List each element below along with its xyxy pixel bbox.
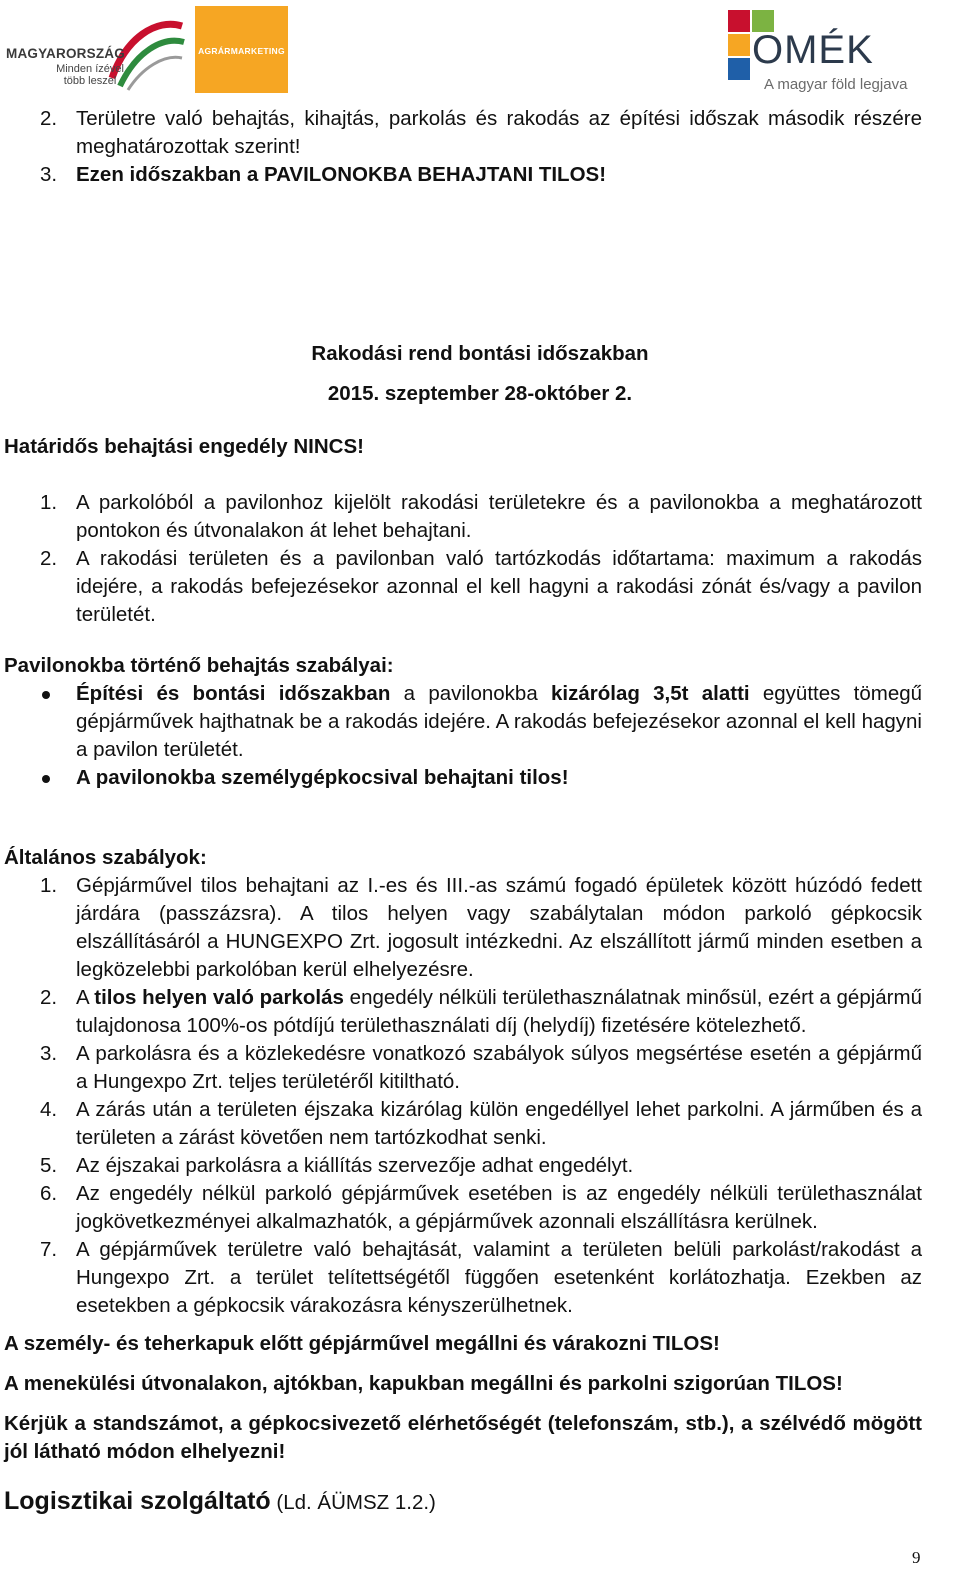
section-title: Rakodási rend bontási időszakban bbox=[311, 342, 649, 365]
bullet-item: A pavilonokba személygépkocsival behajtani tilos! bbox=[76, 766, 569, 789]
list-item: Ezen időszakban a PAVILONOKBA BEHAJTANI TILOS! bbox=[76, 163, 607, 186]
list-number: 2. bbox=[40, 986, 58, 1009]
list-item: A rakodási területen és a pavilonban való tartózkodás időtartama: maximum a rakodás idejére, a rakodás befejezésekor azonnal el kell hagyni a rakodási zónát és/vagy a pavilon területét. bbox=[76, 547, 922, 626]
notice-escape-routes: A menekülési útvonalakon, ajtókban, kapukban megállni és parkolni szigorúan TILOS! bbox=[4, 1372, 843, 1395]
list-item: A gépjárművek területre való behajtását, valamint a területen belüli parkolást/rakodást a Hungexpo Zrt. a terület telítettségétől függően esetenként korlátozhatja. Ezekben az esetekben a gépkocsik várakozásra kényszerülhetnek. bbox=[76, 1238, 922, 1317]
list-number: 6. bbox=[40, 1182, 58, 1205]
logistics-title: Logisztikai szolgáltató bbox=[4, 1487, 271, 1515]
logistics-heading bbox=[4, 1487, 436, 1517]
list-number: 1. bbox=[40, 874, 58, 897]
page-number: 9 bbox=[912, 1548, 921, 1567]
list-number: 1. bbox=[40, 491, 58, 514]
list-item bbox=[76, 984, 922, 1040]
list-number: 7. bbox=[40, 1238, 58, 1261]
list-item-emphasis: tilos helyen való parkolás bbox=[94, 986, 344, 1009]
list-item: A parkolásra és a közlekedésre vonatkozó szabályok súlyos megsértése esetén a gépjármű a Hungexpo Zrt. teljes területéről kitiltható. bbox=[76, 1042, 922, 1093]
notice-gates: A személy- és teherkapuk előtt gépjárművel megállni és várakozni TILOS! bbox=[4, 1332, 720, 1355]
list-number: 3. bbox=[40, 163, 58, 186]
logo-square-orange bbox=[728, 34, 750, 56]
list-number: 5. bbox=[40, 1154, 58, 1177]
list-item: Az engedély nélkül parkoló gépjárművek esetében is az engedély nélküli területhasználat jogkövetkezményei alkalmazhatók, a gépjárművek azonnali elszállításra kerülnek. bbox=[76, 1182, 922, 1233]
list-item-text: engedély nélküli területhasználatnak minősül, ezért a gépjármű tulajdonosa 100%-os pótdíjú területhasználati díj (helydíj) fizetésére kötelezhető. bbox=[76, 986, 922, 1037]
section-dates: 2015. szeptember 28-október 2. bbox=[327, 382, 633, 405]
list-number: 2. bbox=[40, 547, 58, 570]
list-item: Gépjárművel tilos behajtani az I.-es és III.-as számú fogadó épületek között húzódó fedett járdára (passzázsra). A tilos helyen vagy szabálytalan módon parkoló gépkocsik elszállításáról a HUNGEXPO Zrt. jogosult intézkedni. Az elszállított jármű minden esetben a legközelebbi parkolóban kerül elhelyezésre. bbox=[76, 874, 922, 981]
bullet-text: együttes tömegű gépjárművek hajthatnak be a rakodás idejére. A rakodás befejezésekor azonnal el kell hagyni a pavilon területét. bbox=[76, 682, 923, 761]
agrarmarketing-logo bbox=[195, 6, 288, 93]
logo-hu-name: MAGYARORSZÁG bbox=[6, 46, 125, 61]
bullet-icon bbox=[42, 775, 50, 783]
list-number: 3. bbox=[40, 1042, 58, 1065]
logo-square-blue bbox=[728, 58, 750, 80]
list-item: A zárás után a területen éjszaka kizárólag külön engedéllyel lehet parkolni. A járműben és a területen a zárást követően nem tartózkodhat senki. bbox=[76, 1098, 922, 1149]
bullet-icon bbox=[42, 691, 50, 699]
general-heading: Általános szabályok: bbox=[4, 846, 207, 869]
bullet-item bbox=[76, 680, 922, 764]
logo-hu-tagline: Minden ízével több leszel bbox=[56, 63, 124, 87]
list-item-text: A bbox=[76, 986, 95, 1009]
notice-stand-number: Kérjük a standszámot, a gépkocsivezető elérhetőségét (telefonszám, stb.), a szélvédő mögött jól látható módon elhelyezni! bbox=[4, 1412, 922, 1463]
list-item: A parkolóból a pavilonhoz kijelölt rakodási területekre és a pavilonokba a meghatározott pontokon és útvonalakon át lehet behajtani. bbox=[76, 491, 922, 542]
deadline-heading: Határidős behajtási engedély NINCS! bbox=[4, 435, 364, 458]
list-item: Területre való behajtás, kihajtás, parkolás és rakodás az építési időszak második részére meghatározottak szerint! bbox=[76, 107, 922, 158]
logo-square-red bbox=[728, 10, 750, 32]
list-number: 2. bbox=[40, 107, 58, 130]
logistics-reference: (Ld. ÁÜMSZ 1.2.) bbox=[270, 1491, 436, 1514]
bullet-text: a pavilonokba bbox=[390, 682, 552, 705]
omek-logo-slogan: A magyar föld legjava bbox=[764, 76, 908, 93]
omek-logo-word: OMÉK bbox=[752, 28, 874, 72]
bullet-emphasis: kizárólag 3,5t alatti bbox=[551, 682, 750, 705]
magyarorszag-logo bbox=[6, 8, 186, 92]
agrarmarketing-logo-text: AGRÁRMARKETING bbox=[198, 46, 285, 56]
omek-logo bbox=[724, 6, 929, 96]
bullet-emphasis: Építési és bontási időszakban bbox=[76, 682, 391, 705]
pavilion-heading: Pavilonokba történő behajtás szabályai: bbox=[4, 654, 394, 677]
list-item: Az éjszakai parkolásra a kiállítás szervezője adhat engedélyt. bbox=[76, 1154, 634, 1177]
list-number: 4. bbox=[40, 1098, 58, 1121]
